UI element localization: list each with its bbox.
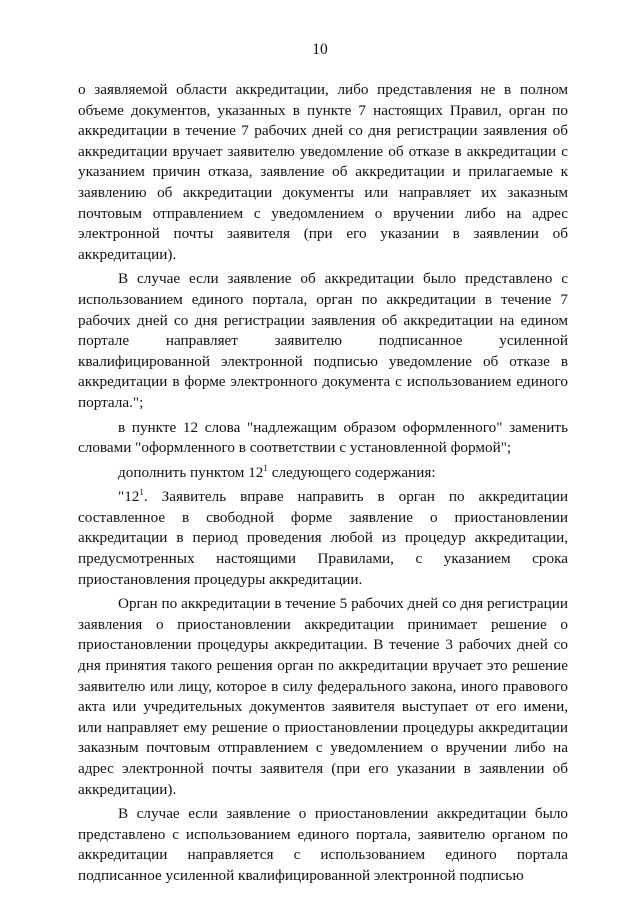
paragraph-portal-suspension: В случае если заявление о приостановлении аккредитации было представлено с использованием единого портала, заявителю органом по аккредитации направляется с использованием единого портала подписанное усиленной квалифицированной электронной подписью: [78, 805, 568, 884]
page-number: 10: [312, 41, 328, 58]
add-point-text-end: следующего содержания:: [267, 463, 436, 481]
superscript-index: 1: [263, 462, 268, 473]
paragraph-portal-refusal: В случае если заявление об аккредитации было представлено с использованием единого портала, орган по аккредитации в течение 7 рабочих дней со дня регистрации заявления об аккредитации на едином портале направляет заявителю подписанное усиленной квалифицированной электронной подписью уведомление об отказе в аккредитации в форме электронного документа с использованием единого портала.";: [78, 270, 568, 411]
paragraph-add-point-12-1: [78, 463, 568, 484]
paragraph-point-12-1: [78, 487, 568, 590]
point-12-1-number: "12: [118, 488, 140, 506]
document-body: [78, 80, 568, 887]
add-point-text: дополнить пунктом 12: [118, 463, 264, 481]
paragraph-continuation: о заявляемой области аккредитации, либо представления не в полном объеме документов, указанных в пункте 7 настоящих Правил, орган по аккредитации в течение 7 рабочих дней со дня регистрации заявления об аккредитации вручает заявителю уведомление об отказе в аккредитации с указанием причин отказа, заявление об аккредитации и прилагаемые к заявлению об аккредитации документы или направляет их заказным почтовым отправлением с уведомлением о вручении либо на адрес электронной почты заявителя (при его указании в заявлении об аккредитации).: [78, 81, 568, 263]
paragraph-point-12-amendment: в пункте 12 слова "надлежащим образом оформленного" заменить словами "оформленного в соответствии с установленной формой";: [78, 418, 568, 457]
superscript-index: 1: [139, 487, 144, 498]
paragraph-suspension-decision: Орган по аккредитации в течение 5 рабочих дней со дня регистрации заявления о приостановлении аккредитации принимает решение о приостановлении процедуры аккредитации. В течение 3 рабочих дней со дня принятия такого решения орган по аккредитации вручает это решение заявителю или лицу, которое в силу федерального закона, иного правового акта или учредительных документов заявителя выступает от его имени, или направляет ему решение о приостановлении процедуры аккредитации заказным почтовым отправлением с уведомлением о вручении либо на адрес электронной почты заявителя (при его указании в заявлении об аккредитации).: [78, 595, 568, 798]
point-12-1-text: . Заявитель вправе направить в орган по аккредитации составленное в свободной форме заявление о приостановлении аккредитации в период проведения любой из процедур аккредитации, предусмотренных настоящими Правилами, с указанием срока приостановления процедуры аккредитации.: [78, 488, 568, 588]
